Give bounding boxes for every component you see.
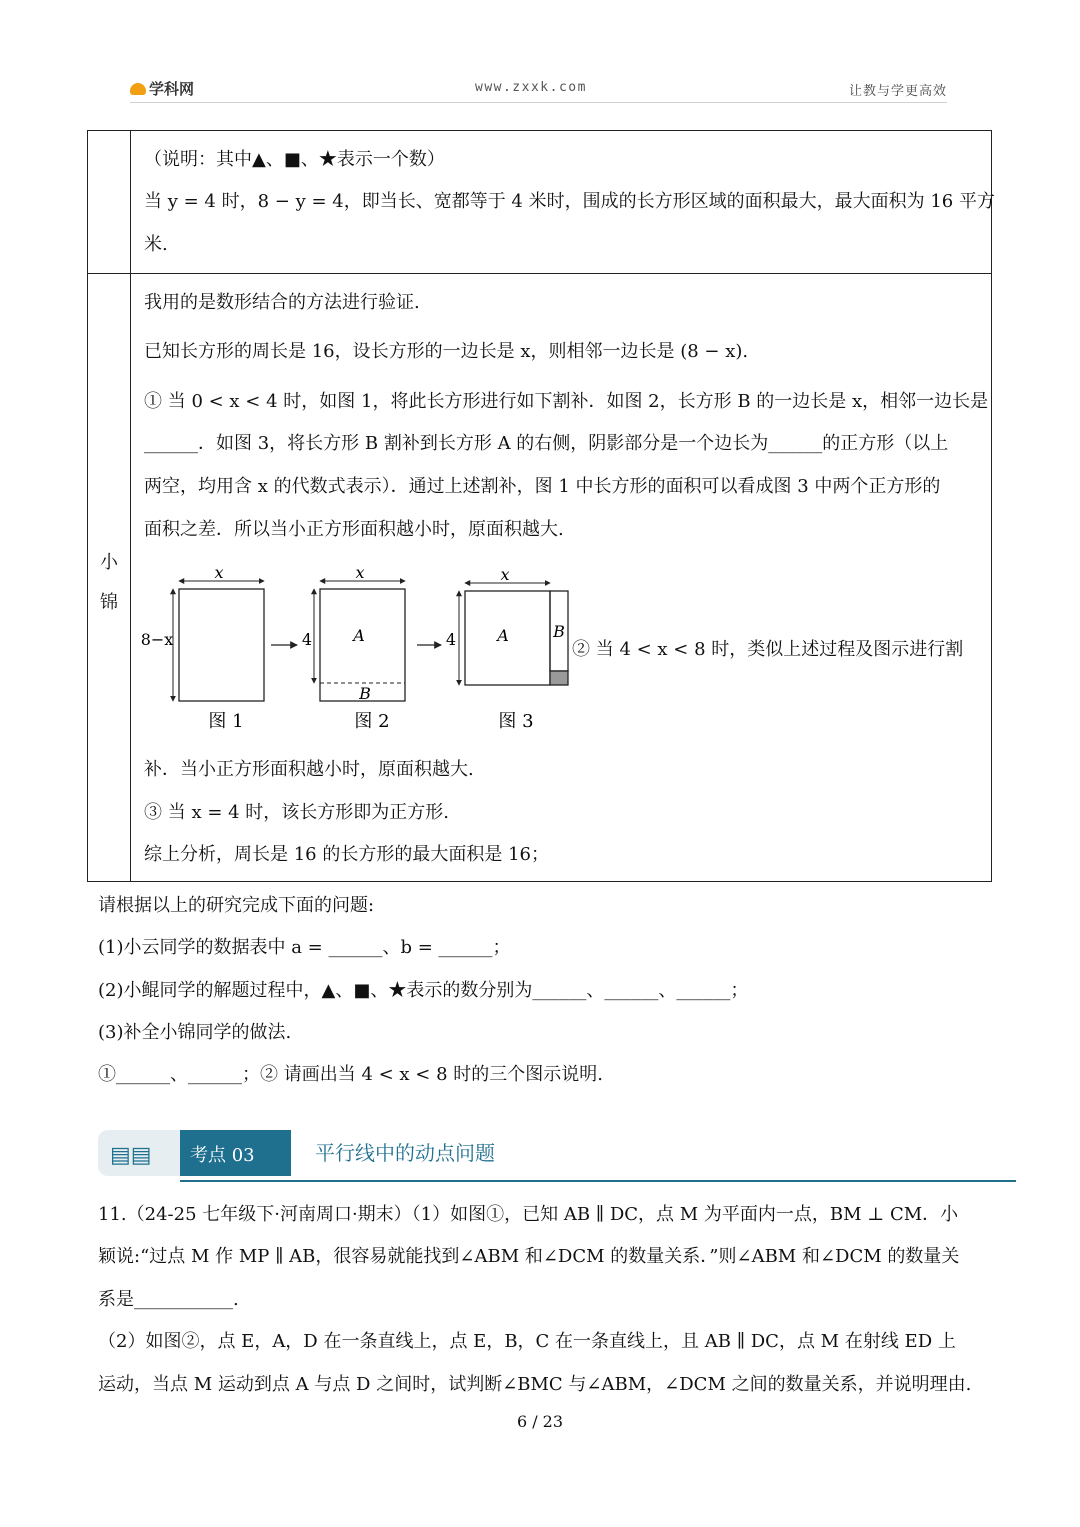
student-name: 小 锦 xyxy=(100,552,118,613)
owl-logo-icon xyxy=(130,83,146,95)
row2-line1: 我用的是数形结合的方法进行验证. xyxy=(144,292,420,313)
row2-line8: 补．当小正方形面积越小时，原面积越大. xyxy=(144,759,474,780)
row2-line4: ______．如图 3，将长方形 B 割补到长方形 A 的右侧，阴影部分是一个边长为______的正方形（以上 xyxy=(144,433,949,454)
header-url: www.zxxk.com xyxy=(475,80,587,95)
section-underline xyxy=(180,1180,1016,1182)
fig3-region-a: A xyxy=(497,626,509,645)
row1-line3: 米. xyxy=(144,234,168,255)
row1-line2: 当 y = 4 时，8 − y = 4，即当长、宽都等于 4 米时，围成的长方形区域的面积最大，最大面积为 16 平方 xyxy=(144,191,995,212)
problem-line5: 运动，当点 M 运动到点 A 与点 D 之间时，试判断∠BMC 与∠ABM，∠DCM 之间的数量关系，并说明理由. xyxy=(98,1374,972,1395)
fig3-region-b: B xyxy=(553,622,565,641)
table-column-divider xyxy=(130,131,131,881)
header-slogan: 让教与学更高效 xyxy=(848,84,947,99)
question-3: (3)补全小锦同学的做法. xyxy=(98,1022,292,1043)
fig2-top-label: x xyxy=(355,565,365,582)
row2-line10: 综上分析，周长是 16 的长方形的最大面积是 16； xyxy=(144,844,549,865)
questions-intro: 请根据以上的研究完成下面的问题: xyxy=(98,895,375,916)
cut-and-fill-figures xyxy=(135,565,575,737)
fig3-top-label: x xyxy=(500,565,510,584)
page-header xyxy=(130,74,947,103)
fig1-top-label: x xyxy=(214,565,224,582)
section-label: 考点 03 xyxy=(190,1145,255,1166)
fig2-side-label: 4 xyxy=(301,630,313,649)
problem-line4: （2）如图②，点 E，A，D 在一条直线上，点 E，B，C 在一条直线上，且 AB ∥ DC，点 M 在射线 ED 上 xyxy=(98,1331,956,1352)
fig3-side-label: 4 xyxy=(445,630,457,649)
row2-line7: ② 当 4 < x < 8 时，类似上述过程及图示进行割 xyxy=(572,639,964,660)
fig3-caption: 图 3 xyxy=(498,711,534,732)
problem-line1: 11.（24-25 七年级下·河南周口·期末）（1）如图①，已知 AB ∥ DC，点 M 为平面内一点，BM ⊥ CM．小 xyxy=(98,1204,959,1225)
problem-line2: 颖说:“过点 M 作 MP ∥ AB，很容易就能找到∠ABM 和∠DCM 的数量关系．”则∠ABM 和∠DCM 的数量关 xyxy=(98,1246,960,1267)
fig2-region-b: B xyxy=(359,684,371,703)
question-3-parts: ①______、______；② 请画出当 4 < x < 8 时的三个图示说明. xyxy=(98,1064,603,1085)
row1-line1: （说明：其中▲、■、★表示一个数） xyxy=(144,149,445,170)
question-1: (1)小云同学的数据表中 a = ______、b = ______； xyxy=(98,937,511,958)
fig2-region-a: A xyxy=(353,626,365,645)
fig2-caption: 图 2 xyxy=(354,711,390,732)
question-2: (2)小鲲同学的解题过程中，▲、■、★表示的数分别为______、______、______； xyxy=(98,980,749,1001)
page-number: 6 / 23 xyxy=(516,1412,564,1431)
row2-line5: 两空，均用含 x 的代数式表示）．通过上述割补，图 1 中长方形的面积可以看成图 3 中两个正方形的 xyxy=(144,476,941,497)
row2-line9: ③ 当 x = 4 时，该长方形即为正方形. xyxy=(144,802,450,823)
fig1-caption: 图 1 xyxy=(208,711,244,732)
figure-3 xyxy=(446,565,568,732)
row2-line6: 面积之差．所以当小正方形面积越小时，原面积越大. xyxy=(144,519,564,540)
fig1-side-label: 8−x xyxy=(140,630,174,649)
section-title: 平行线中的动点问题 xyxy=(315,1141,495,1165)
row2-line3: ① 当 0 < x < 4 时，如图 1，将此长方形进行如下割补．如图 2，长方形 B 的一边长是 x，相邻一边长是 xyxy=(144,391,989,412)
solution-table xyxy=(87,130,995,882)
figure-1 xyxy=(141,565,264,732)
figure-2 xyxy=(302,565,405,732)
table-row-divider xyxy=(88,273,991,274)
book-icon: ▤▤ xyxy=(110,1143,152,1168)
shaded-square xyxy=(550,671,568,685)
problem-line3: 系是___________. xyxy=(98,1289,239,1310)
logo-text: 学科网 xyxy=(149,80,195,98)
logo xyxy=(130,78,194,99)
row2-line2: 已知长方形的周长是 16，设长方形的一边长是 x，则相邻一边长是 (8 − x). xyxy=(144,341,749,362)
